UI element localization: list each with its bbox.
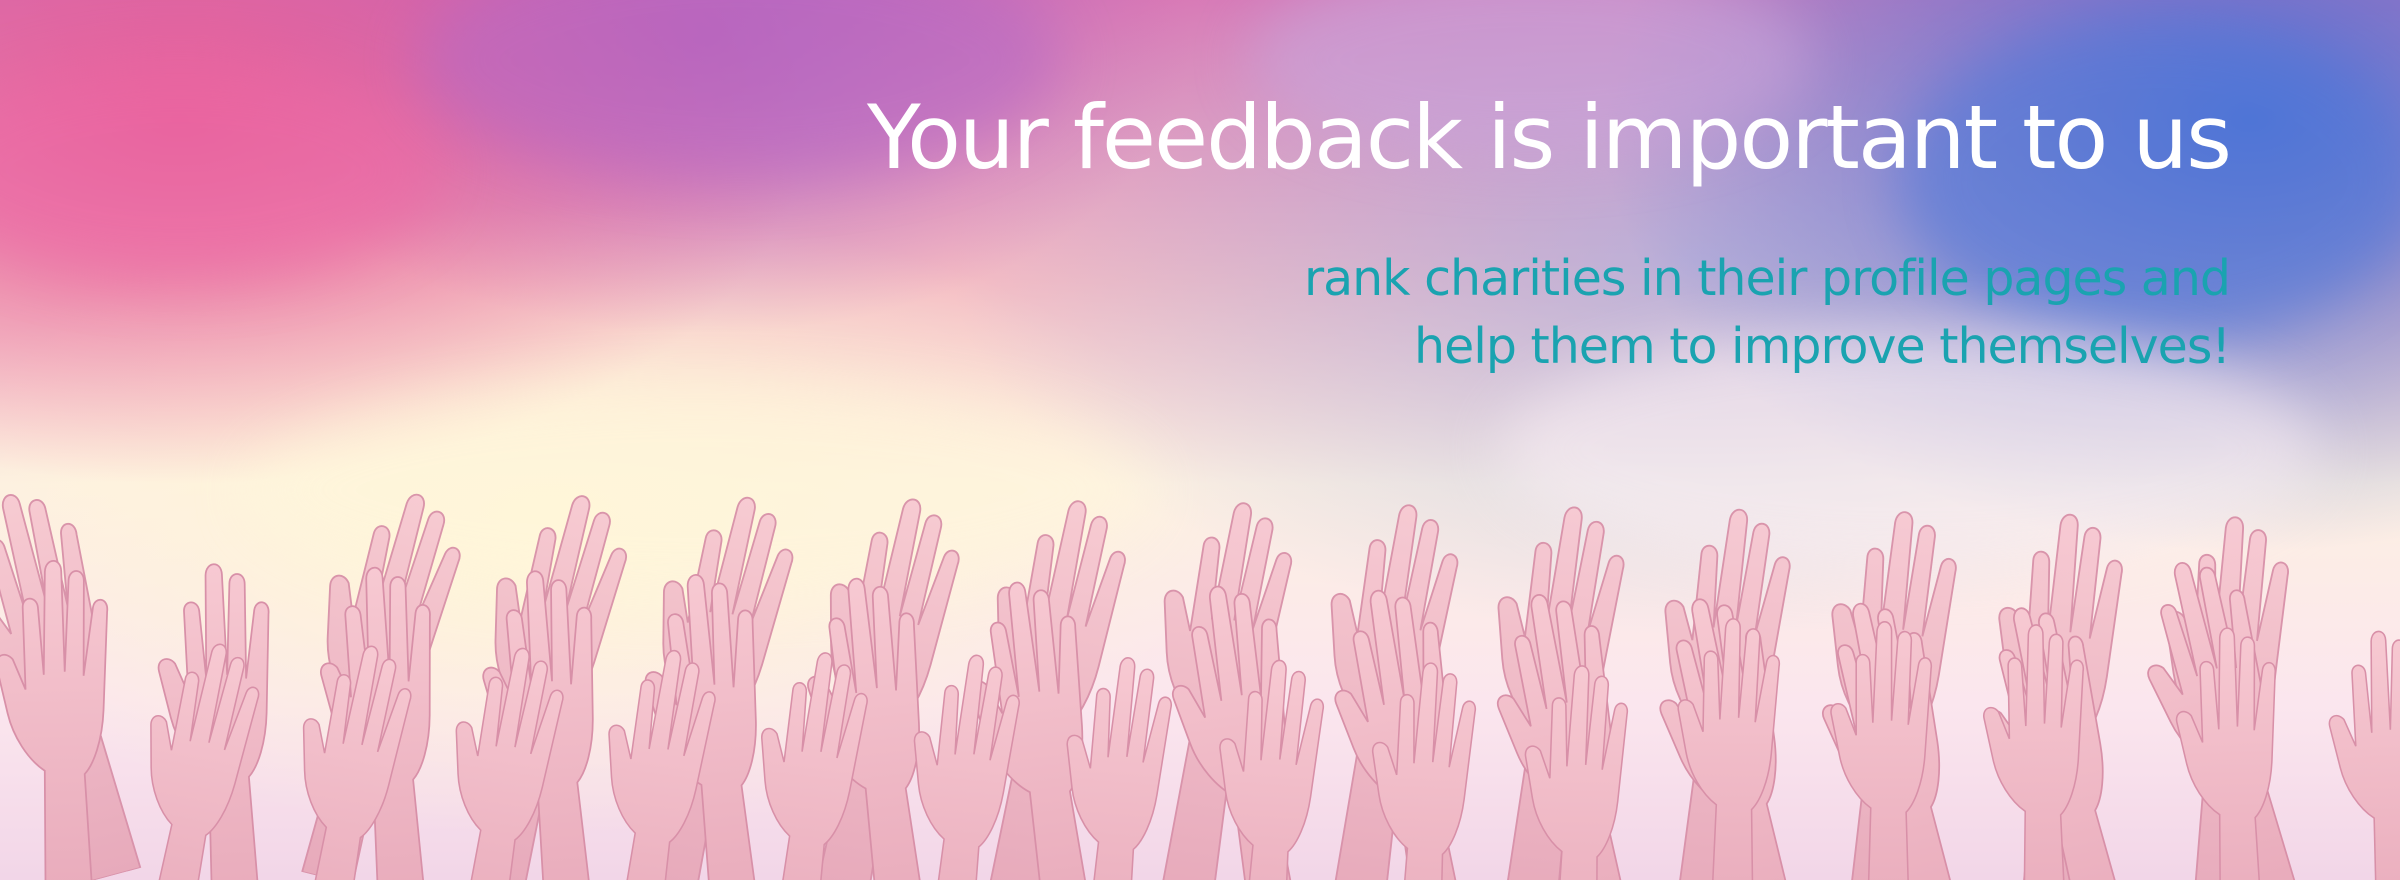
raised-hand (2325, 629, 2400, 880)
cloud-shape (0, 60, 440, 280)
banner-subline-2: help them to improve themselves! (1414, 318, 2230, 375)
banner-headline: Your feedback is important to us (867, 86, 2230, 189)
banner-subline-1: rank charities in their profile pages and (1303, 250, 2230, 307)
raised-hands-illustration (0, 440, 2400, 880)
